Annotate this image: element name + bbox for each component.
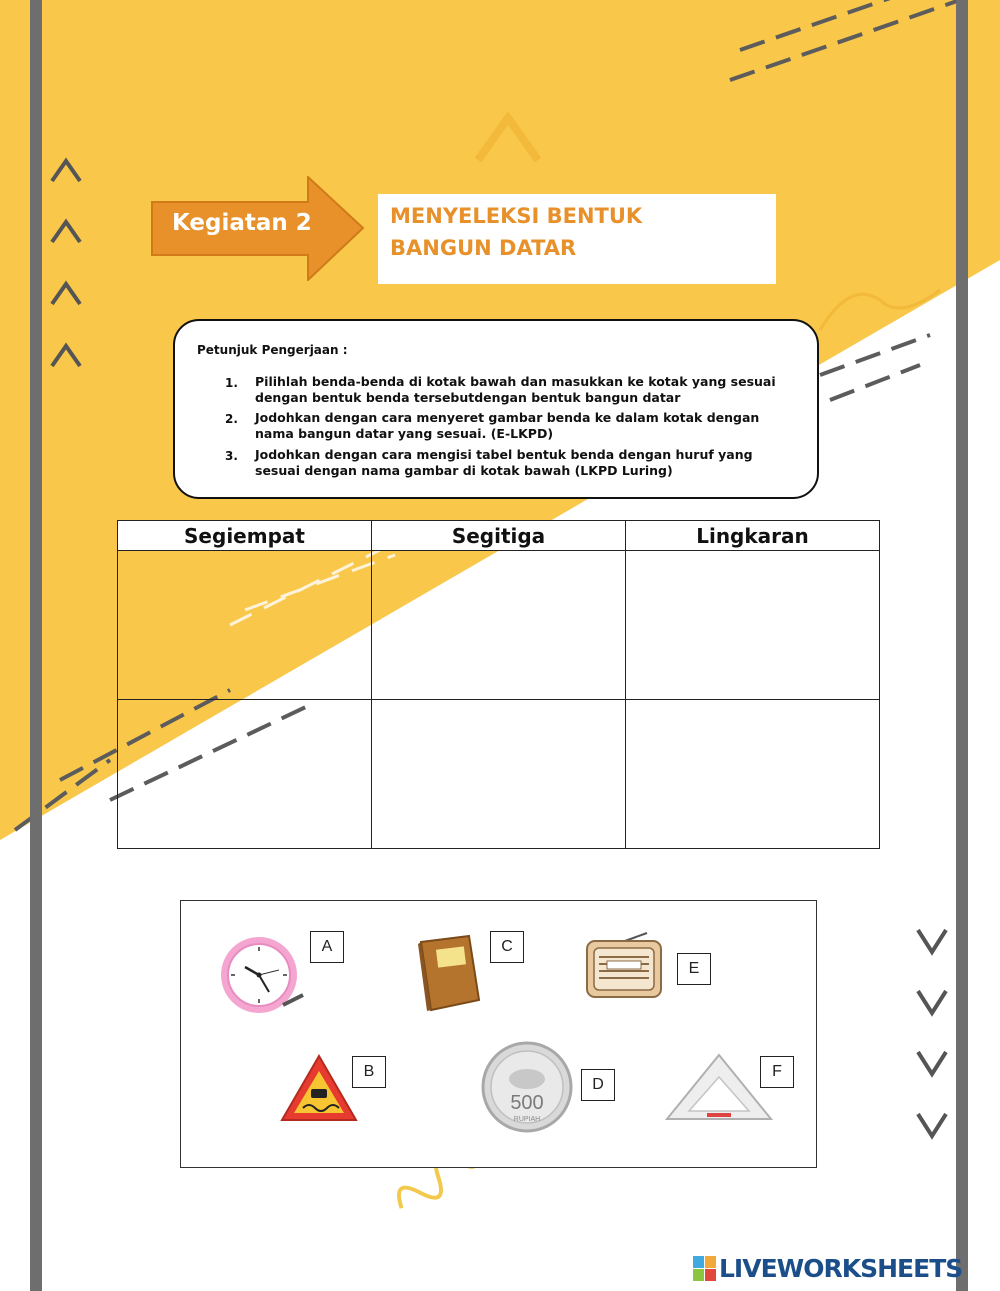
- chevron-down-icon: [914, 987, 950, 1017]
- coin-value: 500: [510, 1092, 544, 1114]
- drop-zone-segitiga-1[interactable]: [372, 551, 626, 700]
- liveworksheets-wordmark: LIVEWORKSHEETS: [719, 1254, 963, 1283]
- item-letter-e: E: [677, 953, 711, 985]
- instructions-heading: Petunjuk Pengerjaan :: [197, 343, 348, 357]
- chevron-up-icon: [48, 278, 84, 308]
- chevron-down-icon: [914, 926, 950, 956]
- drop-zone-lingkaran-1[interactable]: [626, 551, 880, 700]
- radio-icon[interactable]: [585, 931, 663, 999]
- table-row: [118, 700, 880, 849]
- drop-zone-lingkaran-2[interactable]: [626, 700, 880, 849]
- coin-unit: RUPIAH: [513, 1116, 541, 1123]
- chevron-up-icon: [48, 155, 84, 185]
- instruction-text: Jodohkan dengan cara mengisi tabel bentuk benda dengan huruf yang sesuai dengan nama gambar di kotak bawah (LKPD Luring): [255, 447, 753, 478]
- chevron-down-icon: [914, 1048, 950, 1078]
- drop-zone-segitiga-2[interactable]: [372, 700, 626, 849]
- liveworksheets-badge-icon: [693, 1256, 717, 1282]
- item-letter-f: F: [760, 1056, 794, 1088]
- instruction-number: 3.: [225, 449, 238, 463]
- instruction-number: 1.: [225, 376, 238, 390]
- instruction-number: 2.: [225, 412, 238, 426]
- activity-label: Kegiatan 2: [172, 210, 312, 236]
- column-header-segiempat: Segiempat: [118, 521, 372, 551]
- instruction-text: Pilihlah benda-benda di kotak bawah dan masukkan ke kotak yang sesuai dengan bentuk benda tersebutdengan bentuk bangun datar: [255, 374, 776, 405]
- liveworksheets-logo: [693, 1254, 993, 1284]
- drop-zone-segiempat-1[interactable]: [118, 551, 372, 700]
- left-border-rail: [30, 0, 42, 1291]
- column-header-lingkaran: Lingkaran: [626, 521, 880, 551]
- column-header-segitiga: Segitiga: [372, 521, 626, 551]
- shape-sorting-table: [117, 520, 880, 849]
- page-title-line1: MENYELEKSI BENTUK: [390, 204, 643, 228]
- wall-clock-icon[interactable]: [219, 934, 305, 1016]
- chevron-up-icon: [48, 340, 84, 370]
- item-letter-a: A: [310, 931, 344, 963]
- item-letter-b: B: [352, 1056, 386, 1088]
- title-box: [378, 194, 776, 284]
- item-letter-c: C: [490, 931, 524, 963]
- chevron-down-icon: [914, 1110, 950, 1140]
- drop-zone-segiempat-2[interactable]: [118, 700, 372, 849]
- set-square-ruler-icon[interactable]: [663, 1051, 775, 1123]
- items-box: [180, 900, 817, 1168]
- chevron-up-icon: [48, 216, 84, 246]
- item-letter-d: D: [581, 1069, 615, 1101]
- instruction-text: Jodohkan dengan cara menyeret gambar benda ke dalam kotak dengan nama bangun datar yang sesuai. (E-LKPD): [255, 410, 760, 441]
- book-icon[interactable]: [417, 934, 483, 1012]
- table-header-row: [118, 521, 880, 551]
- triangle-road-sign-icon[interactable]: [279, 1053, 359, 1123]
- instructions-panel: [173, 319, 819, 499]
- right-border-rail: [956, 0, 968, 1291]
- page-title-line2: BANGUN DATAR: [390, 236, 577, 260]
- coin-500-rupiah-icon[interactable]: [481, 1041, 573, 1133]
- table-row: [118, 551, 880, 700]
